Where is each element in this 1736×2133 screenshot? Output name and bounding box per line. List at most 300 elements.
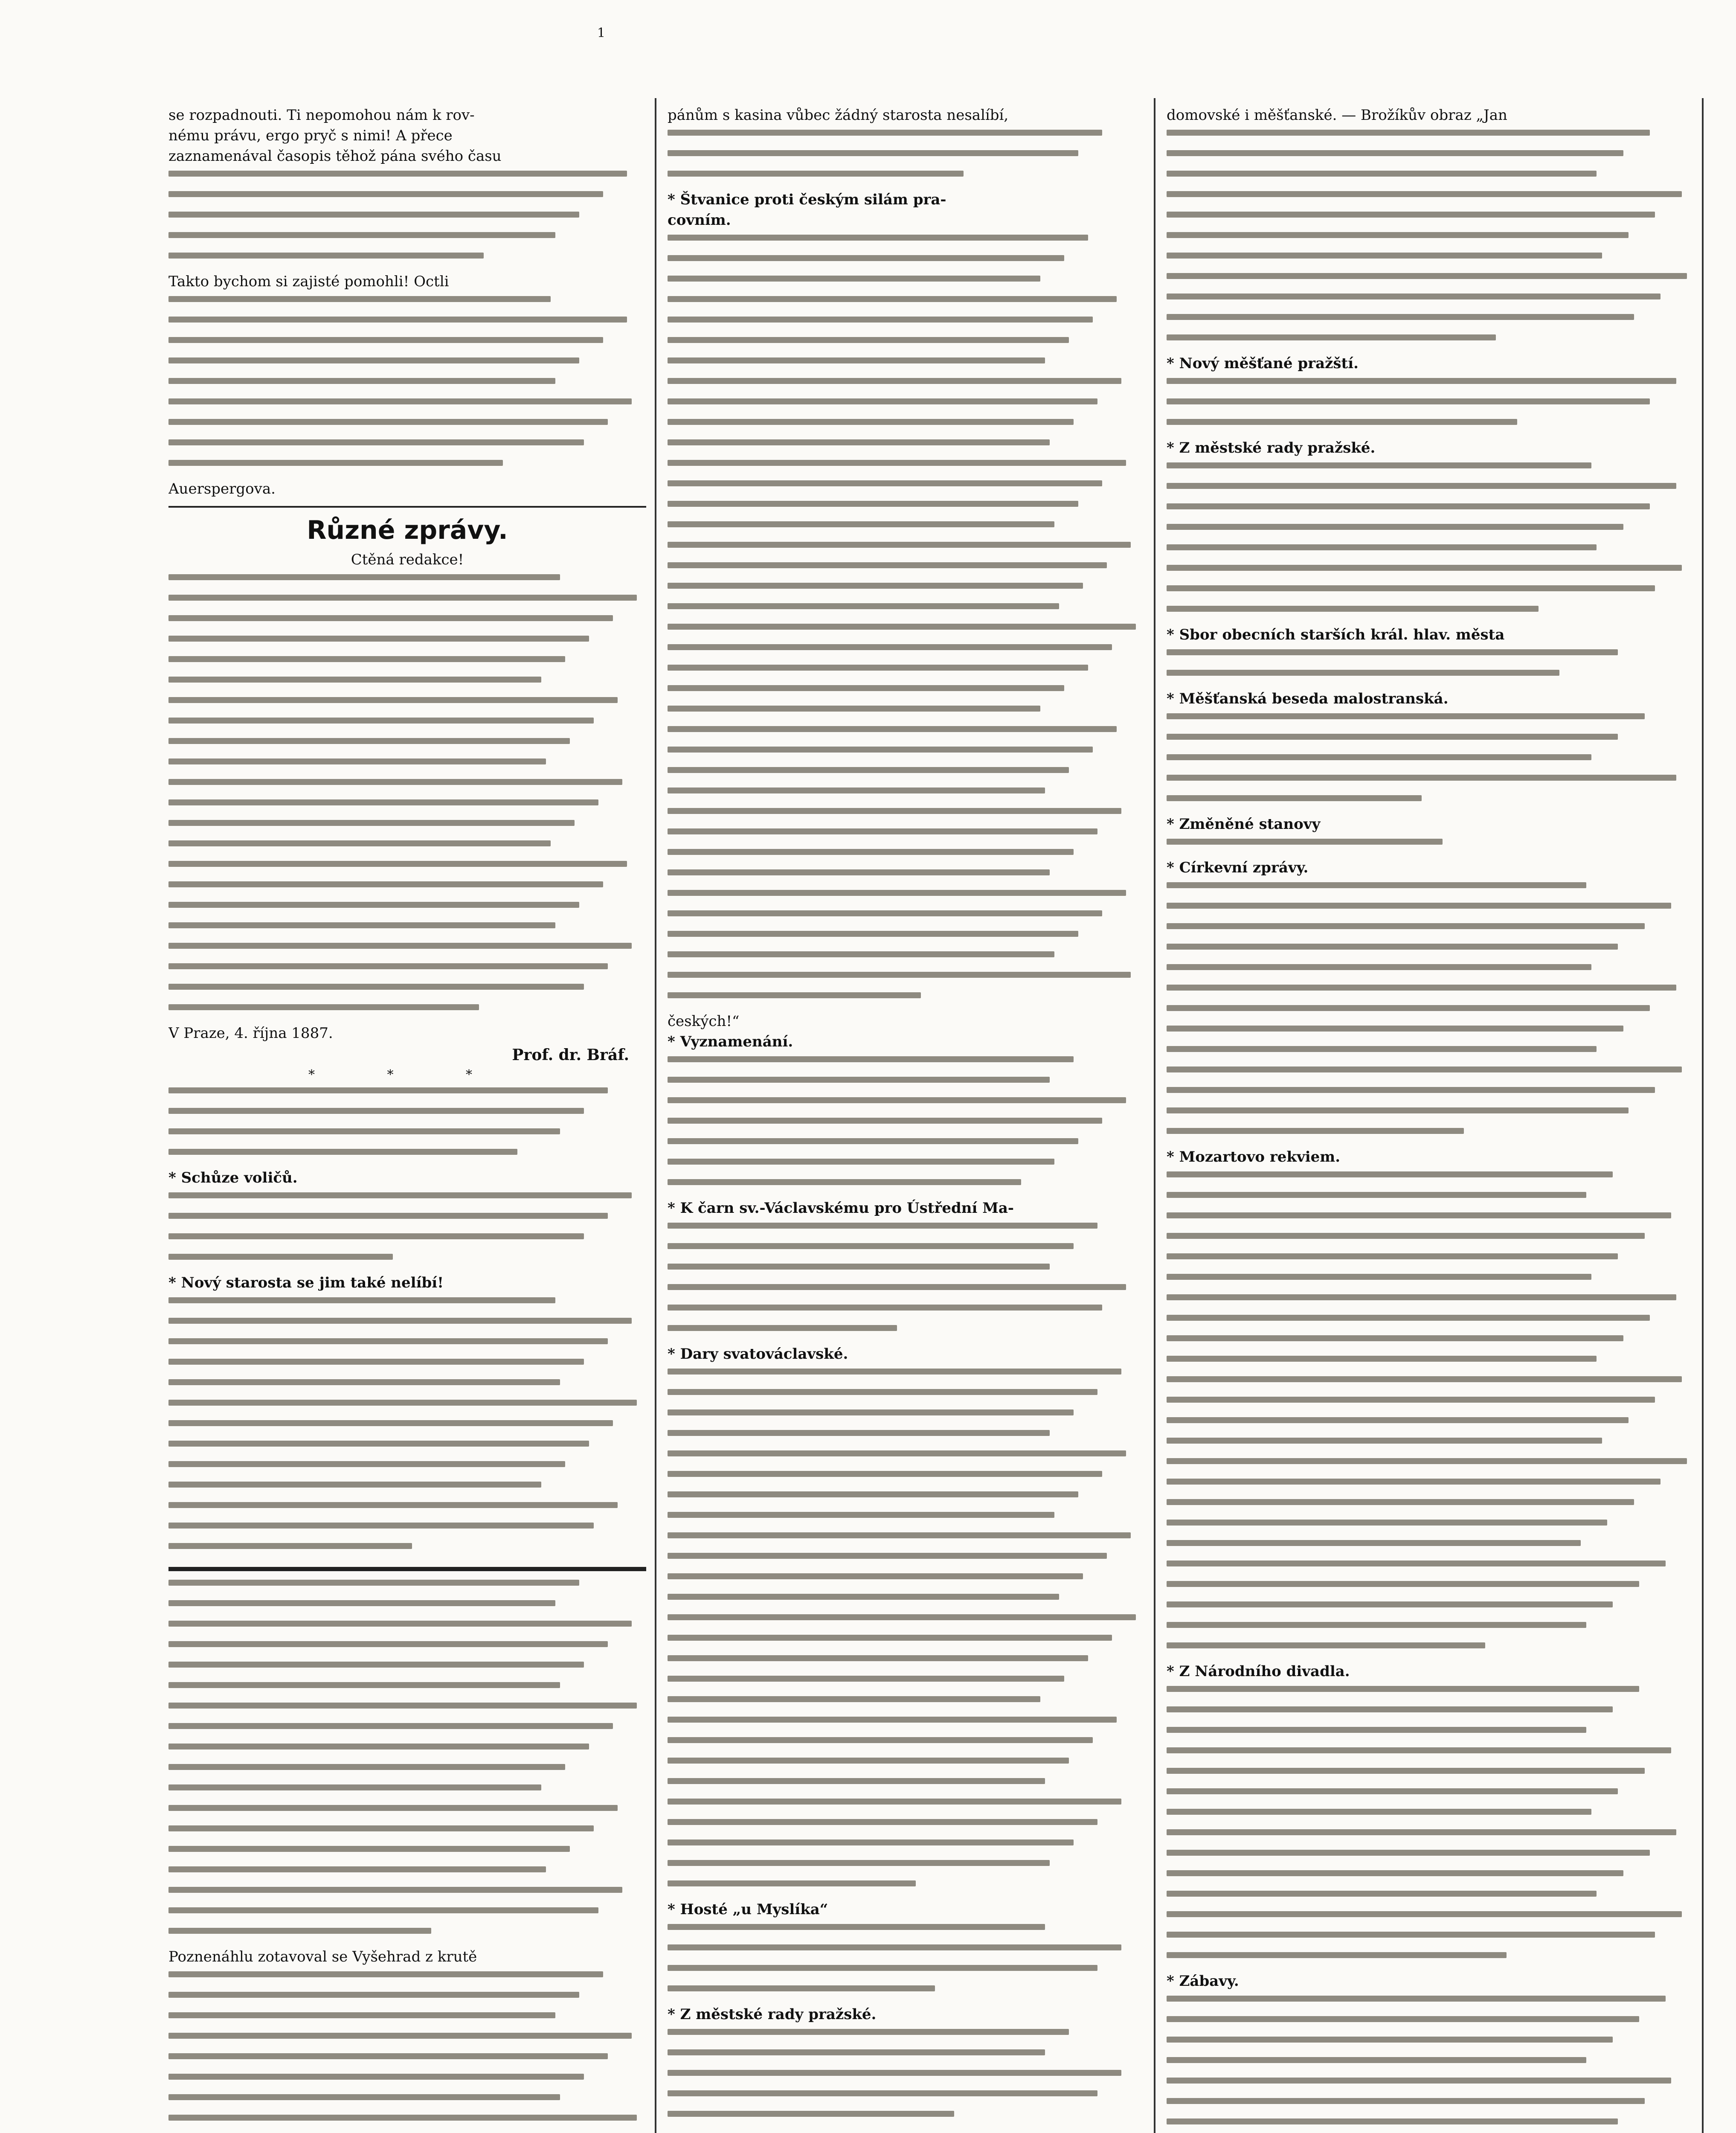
text-line-bar bbox=[168, 253, 484, 259]
text-line bbox=[1167, 2057, 1698, 2072]
text-line-bar bbox=[1167, 1233, 1645, 1239]
text-line bbox=[168, 1420, 646, 1436]
text-line-bar bbox=[1167, 2057, 1586, 2063]
text-line-bar bbox=[668, 1369, 1121, 1375]
text-line bbox=[1167, 1706, 1698, 1722]
text-line bbox=[1167, 565, 1698, 580]
text-line bbox=[668, 521, 1145, 537]
text-line bbox=[668, 276, 1145, 291]
text-line-bar bbox=[668, 603, 1059, 609]
text-line bbox=[168, 1641, 646, 1656]
text-line-bar bbox=[1167, 212, 1655, 218]
text-line: českých!“ bbox=[668, 1013, 740, 1030]
text-line-bar bbox=[1167, 171, 1597, 177]
text-line bbox=[168, 212, 646, 227]
text-line bbox=[168, 2012, 646, 2028]
text-line bbox=[168, 615, 646, 631]
text-line bbox=[668, 337, 1145, 352]
text-line-bar bbox=[668, 665, 1088, 671]
page-mark: 1 bbox=[597, 26, 606, 41]
text-line bbox=[668, 1305, 1145, 1320]
text-line-bar bbox=[1167, 1066, 1682, 1072]
text-line bbox=[168, 984, 646, 999]
text-line bbox=[1167, 1642, 1698, 1658]
article-heading: covním. bbox=[668, 212, 731, 229]
text-line bbox=[668, 1573, 1145, 1589]
text-line-bar bbox=[668, 1614, 1136, 1620]
text-line-bar bbox=[1167, 398, 1650, 404]
text-line-bar bbox=[668, 480, 1102, 486]
text-line-bar bbox=[1167, 670, 1559, 676]
text-line bbox=[168, 398, 646, 414]
text-line bbox=[668, 1965, 1145, 1980]
text-line bbox=[1167, 1850, 1698, 1865]
text-line-bar bbox=[668, 931, 1078, 937]
text-line-bar bbox=[1167, 565, 1682, 571]
left-margin bbox=[0, 0, 162, 2133]
text-line bbox=[1167, 150, 1698, 166]
text-line-bar bbox=[1167, 191, 1682, 197]
article-heading: * Z Národního divadla. bbox=[1167, 1663, 1350, 1680]
text-line-bar bbox=[668, 767, 1069, 773]
text-line-bar bbox=[168, 2094, 560, 2100]
signature: Prof. dr. Bráf. bbox=[512, 1046, 629, 1064]
text-line bbox=[1167, 964, 1698, 979]
text-line: pánům s kasina vůbec žádný starosta nesalíbí, bbox=[668, 107, 1009, 124]
text-line-bar bbox=[668, 1717, 1117, 1723]
text-line-bar bbox=[1167, 1046, 1597, 1052]
text-line-bar bbox=[1167, 1932, 1655, 1938]
text-line-bar bbox=[1167, 585, 1655, 591]
text-line bbox=[1167, 398, 1698, 414]
text-line-bar bbox=[668, 624, 1136, 630]
text-line bbox=[168, 1682, 646, 1697]
text-line bbox=[168, 820, 646, 835]
text-line-bar bbox=[168, 1502, 618, 1508]
text-line-bar bbox=[168, 1108, 584, 1114]
text-line bbox=[1167, 1829, 1698, 1845]
text-line bbox=[168, 1580, 646, 1595]
text-line-bar bbox=[668, 869, 1050, 875]
text-line bbox=[668, 726, 1145, 741]
text-line bbox=[668, 1077, 1145, 1092]
text-line bbox=[668, 1532, 1145, 1548]
text-line bbox=[668, 1284, 1145, 1299]
text-line bbox=[1167, 2037, 1698, 2052]
text-line bbox=[668, 1553, 1145, 1568]
text-line bbox=[168, 1108, 646, 1123]
text-line-bar bbox=[668, 398, 1097, 404]
text-line-bar bbox=[668, 317, 1093, 323]
text-line bbox=[168, 1254, 646, 1269]
text-line bbox=[1167, 1066, 1698, 1082]
text-line bbox=[668, 706, 1145, 721]
text-line bbox=[168, 1482, 646, 1497]
text-line bbox=[668, 1944, 1145, 1960]
text-line-bar bbox=[1167, 1026, 1623, 1032]
text-line bbox=[668, 685, 1145, 700]
text-line bbox=[668, 1450, 1145, 1466]
text-line-bar bbox=[668, 1097, 1126, 1103]
text-line-bar bbox=[668, 1819, 1097, 1825]
text-line-bar bbox=[668, 1512, 1054, 1518]
text-line-bar bbox=[668, 521, 1054, 527]
text-line-bar bbox=[668, 1924, 1045, 1930]
article-heading: * Zábavy. bbox=[1167, 1973, 1239, 1990]
text-line bbox=[1167, 1005, 1698, 1020]
text-line bbox=[668, 296, 1145, 311]
text-line-bar bbox=[668, 1594, 1059, 1600]
text-line bbox=[1167, 670, 1698, 685]
text-line: Poznenáhlu zotavoval se Vyšehrad z krutě bbox=[168, 1948, 477, 1965]
text-line bbox=[168, 1461, 646, 1476]
text-line bbox=[168, 861, 646, 876]
text-line-bar bbox=[668, 2090, 1097, 2096]
text-line-bar bbox=[168, 171, 627, 177]
text-line-bar bbox=[168, 1128, 560, 1134]
text-line-bar bbox=[168, 2074, 584, 2080]
text-line bbox=[168, 1887, 646, 1902]
text-line-bar bbox=[1167, 524, 1623, 530]
text-line bbox=[168, 357, 646, 373]
text-line-bar bbox=[1167, 1829, 1676, 1835]
text-line-bar bbox=[168, 636, 589, 642]
text-line bbox=[668, 542, 1145, 557]
text-line-bar bbox=[668, 1138, 1078, 1144]
text-line-bar bbox=[168, 1400, 637, 1406]
text-line-bar bbox=[168, 758, 546, 764]
text-line bbox=[668, 2049, 1145, 2065]
text-line-bar bbox=[168, 1928, 431, 1934]
text-line bbox=[668, 1264, 1145, 1279]
text-line: zaznamenával časopis těhož pána svého času bbox=[168, 148, 502, 165]
text-line-bar bbox=[1167, 944, 1618, 950]
text-line bbox=[668, 1655, 1145, 1671]
text-line bbox=[1167, 294, 1698, 309]
text-line bbox=[668, 150, 1145, 166]
text-line bbox=[168, 1318, 646, 1333]
text-line bbox=[168, 337, 646, 352]
text-line bbox=[168, 943, 646, 958]
text-line-bar bbox=[668, 1778, 1045, 1784]
text-line-bar bbox=[168, 337, 603, 343]
text-line-bar bbox=[668, 562, 1107, 568]
text-line-bar bbox=[1167, 378, 1676, 384]
text-line-bar bbox=[668, 1573, 1083, 1579]
text-line bbox=[668, 624, 1145, 639]
text-line-bar bbox=[168, 615, 613, 621]
text-line-bar bbox=[168, 1992, 579, 1998]
text-line bbox=[1167, 1520, 1698, 1535]
text-line bbox=[168, 1825, 646, 1841]
text-line-bar bbox=[168, 1723, 613, 1729]
text-line bbox=[1167, 1417, 1698, 1433]
text-line-bar bbox=[1167, 273, 1687, 279]
text-line-bar bbox=[168, 881, 603, 887]
text-line bbox=[168, 1379, 646, 1395]
text-line-bar bbox=[1167, 964, 1591, 970]
text-line bbox=[668, 1696, 1145, 1712]
text-line bbox=[168, 1662, 646, 1677]
text-line bbox=[1167, 795, 1698, 811]
text-line bbox=[168, 1004, 646, 1020]
text-line-bar bbox=[1167, 1788, 1618, 1794]
text-line bbox=[668, 1839, 1145, 1855]
text-line-bar bbox=[168, 378, 555, 384]
text-line-bar bbox=[668, 1305, 1102, 1311]
text-line-bar bbox=[668, 2049, 1045, 2055]
text-line bbox=[668, 130, 1145, 145]
text-line: V Praze, 4. října 1887. bbox=[168, 1025, 333, 1042]
thick-rule bbox=[168, 1567, 646, 1571]
text-line bbox=[168, 296, 646, 311]
article-heading: * Změněné stanovy bbox=[1167, 816, 1321, 833]
text-line-bar bbox=[668, 1077, 1050, 1083]
text-line bbox=[168, 232, 646, 247]
text-line-bar bbox=[168, 799, 598, 805]
text-line-bar bbox=[168, 1971, 603, 1977]
text-line-bar bbox=[668, 1159, 1054, 1165]
article-heading: * Hosté „u Myslíka“ bbox=[668, 1901, 828, 1918]
text-line-bar bbox=[1167, 544, 1597, 550]
text-line-bar bbox=[1167, 923, 1645, 929]
text-line-bar bbox=[168, 1621, 632, 1627]
text-line-bar bbox=[668, 2029, 1069, 2035]
text-line bbox=[668, 1223, 1145, 1238]
text-line bbox=[668, 931, 1145, 946]
text-line-bar bbox=[668, 726, 1117, 732]
text-line bbox=[1167, 314, 1698, 329]
text-line-bar bbox=[668, 337, 1069, 343]
text-line bbox=[1167, 419, 1698, 434]
text-line-bar bbox=[1167, 1087, 1655, 1093]
text-line-bar bbox=[668, 2070, 1121, 2076]
text-line-bar bbox=[168, 943, 632, 949]
text-line-bar bbox=[1167, 1397, 1655, 1403]
text-line bbox=[168, 881, 646, 897]
text-line-bar bbox=[668, 1553, 1107, 1559]
text-line-bar bbox=[168, 595, 637, 601]
text-line bbox=[668, 562, 1145, 578]
text-line bbox=[668, 1159, 1145, 1174]
text-line-bar bbox=[168, 656, 565, 662]
text-line-bar bbox=[168, 398, 632, 404]
text-line-bar bbox=[668, 357, 1045, 363]
text-line bbox=[1167, 1026, 1698, 1041]
text-line bbox=[668, 1799, 1145, 1814]
text-line bbox=[168, 1907, 646, 1923]
text-line-bar bbox=[668, 1450, 1126, 1456]
text-line bbox=[1167, 585, 1698, 601]
text-line bbox=[1167, 1356, 1698, 1371]
text-line-bar bbox=[1167, 294, 1661, 299]
text-line bbox=[168, 1846, 646, 1861]
text-line-bar bbox=[668, 644, 1112, 650]
text-line bbox=[668, 171, 1145, 186]
text-line bbox=[168, 922, 646, 938]
text-line-bar bbox=[168, 1805, 618, 1811]
text-line-bar bbox=[1167, 1768, 1645, 1774]
text-line-bar bbox=[1167, 1809, 1591, 1815]
text-line bbox=[668, 808, 1145, 823]
text-line-bar bbox=[168, 677, 541, 683]
text-line bbox=[168, 378, 646, 393]
text-line-bar bbox=[1167, 1274, 1591, 1280]
text-line-bar bbox=[668, 1758, 1069, 1764]
text-line bbox=[668, 1138, 1145, 1154]
text-line-bar bbox=[668, 1799, 1121, 1805]
text-line bbox=[1167, 1686, 1698, 1701]
text-line bbox=[168, 1744, 646, 1759]
text-line-bar bbox=[1167, 795, 1422, 801]
text-line bbox=[168, 2053, 646, 2069]
text-line bbox=[168, 1192, 646, 1208]
text-line-bar bbox=[168, 1297, 555, 1303]
text-line-bar bbox=[168, 1887, 622, 1893]
text-line-bar bbox=[668, 992, 921, 998]
text-line-bar bbox=[1167, 1520, 1607, 1526]
text-line bbox=[668, 1409, 1145, 1425]
text-line-bar bbox=[1167, 253, 1602, 259]
text-line-bar bbox=[1167, 1601, 1613, 1607]
text-line-bar bbox=[668, 1635, 1112, 1641]
text-line bbox=[1167, 191, 1698, 206]
text-line-bar bbox=[1167, 1850, 1650, 1856]
article-heading: * Štvanice proti českým silám pra- bbox=[668, 191, 946, 208]
text-line-bar bbox=[168, 861, 627, 867]
text-line bbox=[668, 1758, 1145, 1773]
text-line bbox=[168, 1523, 646, 1538]
text-line bbox=[168, 595, 646, 610]
text-line-bar bbox=[168, 1192, 632, 1198]
text-line bbox=[1167, 1932, 1698, 1947]
text-line bbox=[168, 1359, 646, 1374]
text-line bbox=[668, 583, 1145, 598]
text-line-bar bbox=[668, 1243, 1074, 1249]
text-line bbox=[168, 253, 646, 268]
text-line-bar bbox=[668, 1179, 1021, 1185]
text-line-bar bbox=[668, 235, 1088, 241]
text-line bbox=[168, 1992, 646, 2007]
article-heading: * Z městské rady pražské. bbox=[668, 2006, 877, 2023]
text-line-bar bbox=[668, 1532, 1131, 1538]
text-line bbox=[668, 1860, 1145, 1875]
text-line bbox=[668, 1179, 1145, 1194]
text-line bbox=[1167, 524, 1698, 539]
text-line bbox=[668, 1118, 1145, 1133]
text-line-bar bbox=[168, 1213, 608, 1219]
text-line bbox=[1167, 734, 1698, 749]
text-line-bar bbox=[1167, 1911, 1682, 1917]
text-line-bar bbox=[668, 583, 1083, 589]
text-line bbox=[168, 1213, 646, 1228]
text-line bbox=[1167, 1192, 1698, 1207]
text-line-bar bbox=[168, 963, 608, 969]
text-line-bar bbox=[168, 718, 594, 724]
text-line-bar bbox=[168, 574, 560, 580]
text-line bbox=[1167, 1046, 1698, 1061]
text-line bbox=[168, 1233, 646, 1249]
text-line bbox=[168, 2115, 646, 2130]
text-line-bar bbox=[1167, 1952, 1507, 1958]
text-line-bar bbox=[668, 1471, 1102, 1477]
text-line-bar bbox=[168, 1641, 608, 1647]
text-line bbox=[1167, 2098, 1698, 2113]
text-line bbox=[168, 1087, 646, 1103]
text-line-bar bbox=[168, 1318, 632, 1324]
text-line-bar bbox=[168, 439, 584, 445]
text-line-bar bbox=[668, 1409, 1074, 1415]
text-line-bar bbox=[668, 1860, 1050, 1866]
text-line bbox=[168, 1149, 646, 1164]
text-line bbox=[168, 656, 646, 671]
text-line bbox=[668, 1389, 1145, 1404]
text-line-bar bbox=[668, 1389, 1097, 1395]
text-line bbox=[668, 1056, 1145, 1072]
article-heading: * Nový starosta se jim také nelíbí! bbox=[168, 1274, 444, 1291]
text-line bbox=[668, 951, 1145, 967]
text-line bbox=[168, 1723, 646, 1738]
article-heading: * K čarn sv.-Václavskému pro Ústřední Ma- bbox=[668, 1200, 1014, 1217]
text-line-bar bbox=[1167, 2118, 1618, 2124]
text-line-bar bbox=[1167, 1706, 1613, 1712]
text-line bbox=[668, 501, 1145, 516]
text-line-bar bbox=[668, 972, 1131, 978]
text-line-bar bbox=[168, 1087, 608, 1093]
text-line bbox=[668, 1880, 1145, 1896]
text-line bbox=[1167, 649, 1698, 665]
text-line bbox=[1167, 1171, 1698, 1187]
text-line-bar bbox=[668, 706, 1040, 712]
text-line-bar bbox=[1167, 649, 1618, 655]
text-line-bar bbox=[1167, 2098, 1645, 2104]
text-line-bar bbox=[668, 808, 1121, 814]
text-line-bar bbox=[668, 1985, 935, 1991]
text-line-bar bbox=[168, 1682, 560, 1688]
text-line-bar bbox=[168, 1254, 393, 1260]
text-line bbox=[1167, 1747, 1698, 1763]
text-line-bar bbox=[668, 685, 1064, 691]
text-line-bar bbox=[668, 378, 1121, 384]
text-line bbox=[168, 1338, 646, 1354]
text-line-bar bbox=[168, 1846, 570, 1852]
text-line-bar bbox=[668, 1264, 1050, 1270]
text-line bbox=[668, 849, 1145, 864]
text-line-bar bbox=[668, 1880, 916, 1886]
text-line-bar bbox=[1167, 1686, 1639, 1692]
text-line-bar bbox=[1167, 1376, 1682, 1382]
text-line bbox=[168, 1703, 646, 1718]
text-line-bar bbox=[1167, 2016, 1639, 2022]
column-1 bbox=[168, 106, 646, 2133]
text-line bbox=[668, 235, 1145, 250]
text-line bbox=[1167, 1768, 1698, 1783]
text-line bbox=[1167, 754, 1698, 770]
text-line-bar bbox=[168, 1764, 565, 1770]
text-line bbox=[668, 1985, 1145, 2001]
text-line bbox=[1167, 775, 1698, 790]
article-heading: * Mozartovo rekviem. bbox=[1167, 1148, 1341, 1165]
text-line-bar bbox=[168, 1379, 560, 1385]
text-line bbox=[1167, 503, 1698, 519]
text-line bbox=[168, 2033, 646, 2048]
text-line bbox=[1167, 1128, 1698, 1143]
text-line bbox=[668, 1614, 1145, 1630]
text-line: domovské i měšťanské. — Brožíkův obraz „Jan bbox=[1167, 107, 1507, 124]
text-line-bar bbox=[168, 2033, 632, 2039]
text-line bbox=[168, 902, 646, 917]
text-line-bar bbox=[1167, 734, 1618, 740]
